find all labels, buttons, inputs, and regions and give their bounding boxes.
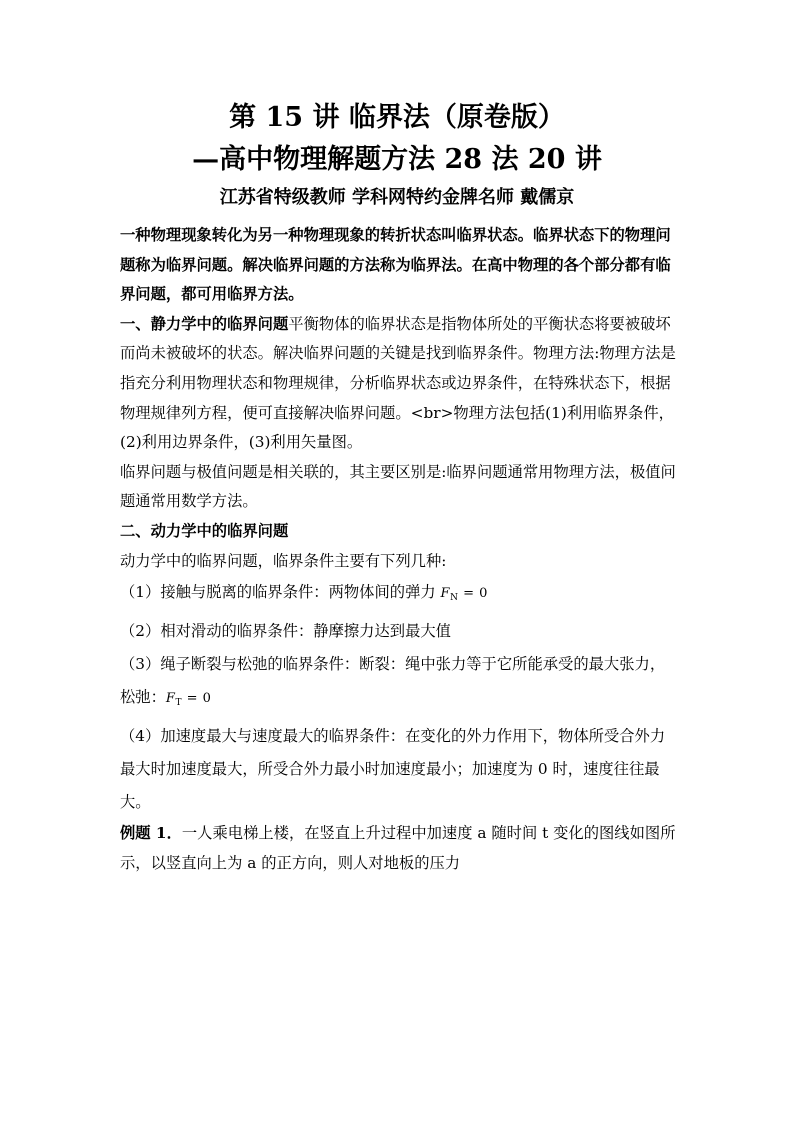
section1-paragraph2: 临界问题与极值问题是相关联的，其主要区别是:临界问题通常用物理方法，极值问题通常用数学方法。 bbox=[120, 462, 676, 511]
formula-tension bbox=[165, 691, 212, 709]
condition-item-2: （2）相对滑动的临界条件：静摩擦力达到最大值 bbox=[120, 622, 451, 641]
example1-paragraph bbox=[120, 819, 676, 878]
formula-symbol: F bbox=[440, 586, 451, 602]
document-title-line1: 第 15 讲 临界法（原卷版） bbox=[229, 102, 565, 133]
condition-item-3 bbox=[120, 648, 676, 720]
condition-item-4: （4）加速度最大与速度最大的临界条件：在变化的外力作用下，物体所受合外力最大时加速度最大，所受合外力最小时加速度最小；加速度为 0 时，速度往往最大。 bbox=[120, 727, 666, 812]
formula-subscript: N bbox=[450, 593, 459, 604]
section2-lead: 动力学中的临界问题，临界条件主要有下列几种: bbox=[120, 551, 447, 570]
condition-item-1 bbox=[120, 576, 676, 615]
section1-heading: 一、静力学中的临界问题 bbox=[120, 314, 289, 333]
formula-normal-force bbox=[440, 586, 488, 604]
intro-paragraph: 一种物理现象转化为另一种物理现象的转折状态叫临界状态。临界状态下的物理问题称为临界问题。解决临界问题的方法称为临界法。在高中物理的各个部分都有临界问题，都可用临界方法。 bbox=[120, 226, 671, 304]
author-line: 江苏省特级教师 学科网特约金牌名师 戴儒京 bbox=[219, 187, 575, 208]
section1-text: 平衡物体的临界状态是指物体所处的平衡状态将要被破坏而尚未被破坏的状态。解决临界问题的关键是找到临界条件。物理方法:物理方法是指充分利用物理状态和物理规律，分析临界状态或边界条件，在特殊状态下，根据物理规律列方程，便可直接解决临界问题。<br>物理方法包括(1)利用临界条件，(2)利用边界条件，(3)利用矢量图。 bbox=[120, 314, 676, 452]
document-body bbox=[120, 221, 676, 878]
section1-paragraph bbox=[120, 310, 676, 458]
formula-subscript: T bbox=[175, 698, 182, 709]
formula-rest: = 0 bbox=[186, 691, 212, 707]
example1-text: 一人乘电梯上楼，在竖直上升过程中加速度 a 随时间 t 变化的图线如图所示，以竖直向上为 a 的正方向，则人对地板的压力 bbox=[120, 824, 676, 872]
document-title-line2: —高中物理解题方法 28 法 20 讲 bbox=[192, 144, 602, 175]
example1-label: 例题 1． bbox=[120, 824, 182, 843]
formula-symbol: F bbox=[165, 691, 176, 707]
formula-rest: = 0 bbox=[463, 586, 488, 602]
condition-item-3-text: （3）绳子断裂与松弛的临界条件：断裂：绳中张力等于它所能承受的最大张力，松弛： bbox=[120, 655, 666, 707]
section2-heading: 二、动力学中的临界问题 bbox=[120, 521, 289, 540]
condition-item-1-text: （1）接触与脱离的临界条件：两物体间的弹力 bbox=[120, 583, 436, 602]
